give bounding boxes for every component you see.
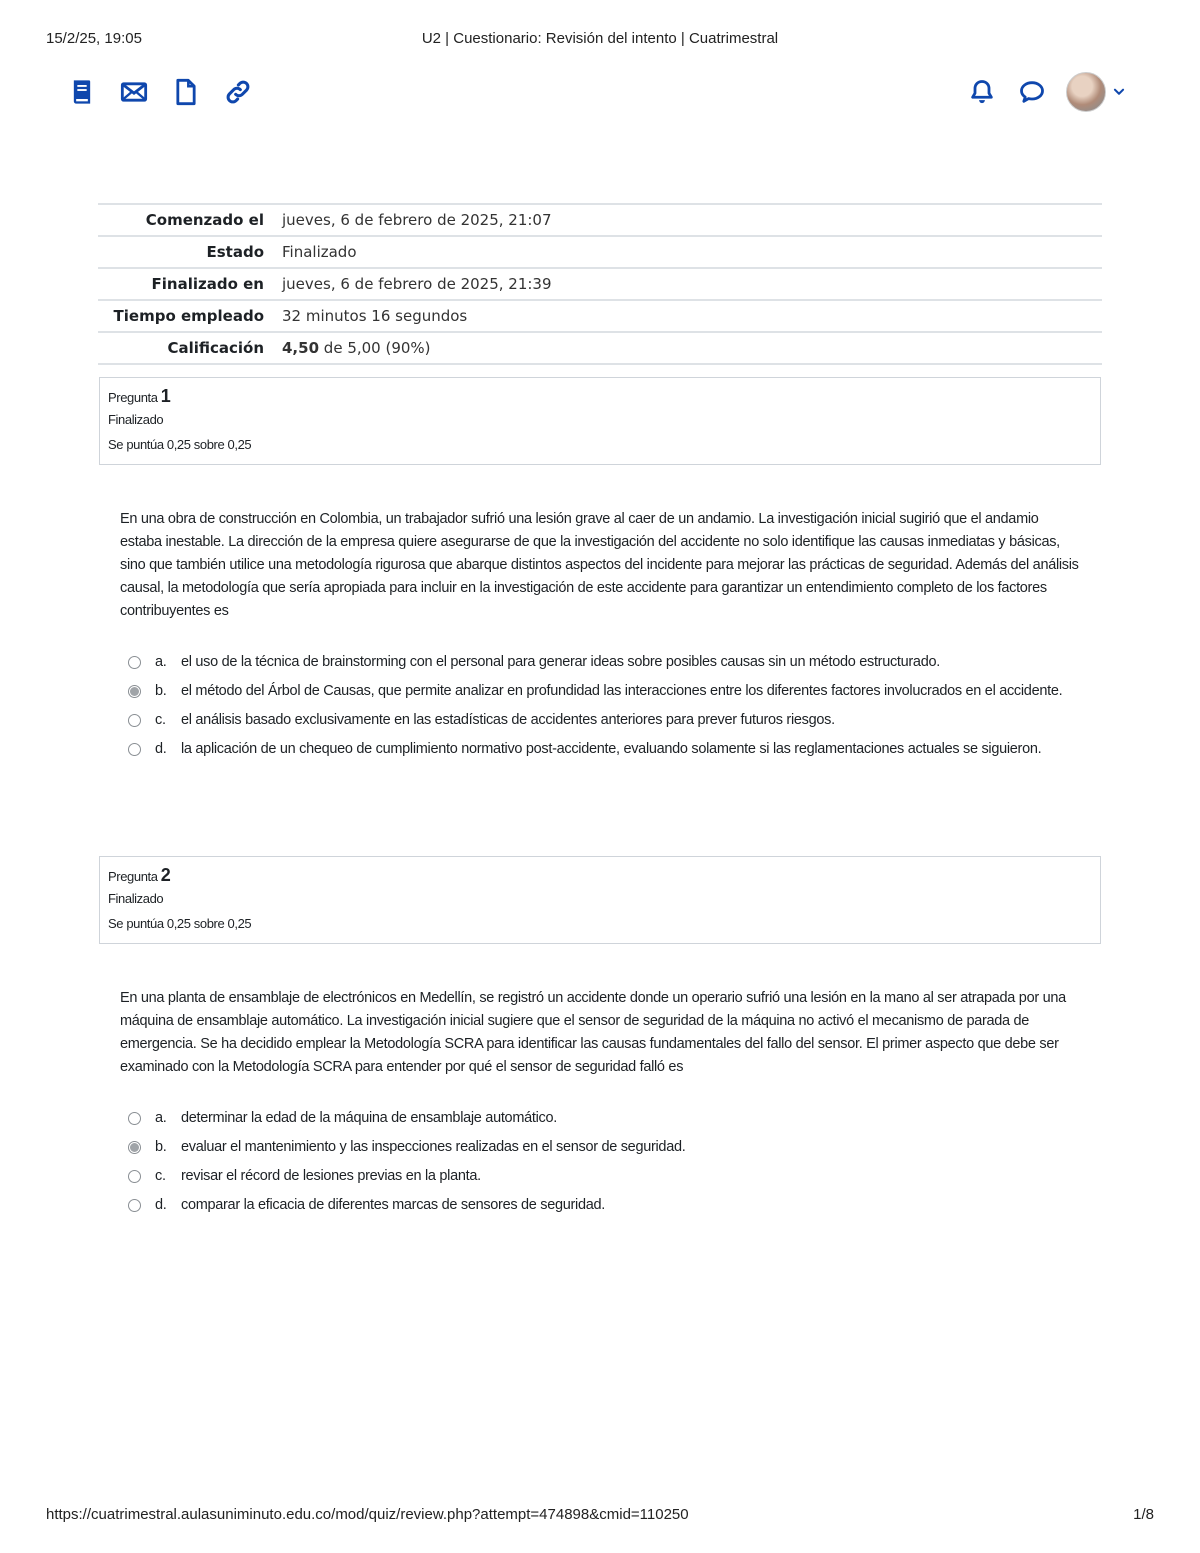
answer-letter: a.: [155, 1110, 167, 1126]
envelope-icon[interactable]: [118, 76, 150, 108]
file-icon[interactable]: [170, 76, 202, 108]
answer-option[interactable]: [128, 709, 1088, 732]
started-label: Comenzado el: [145, 211, 264, 229]
answer-option[interactable]: [128, 1107, 1088, 1130]
question-label: Pregunta: [108, 390, 158, 405]
started-value: jueves, 6 de febrero de 2025, 21:07: [282, 211, 552, 229]
time-label: Tiempo empleado: [113, 307, 264, 325]
question-text-1: En una obra de construcción en Colombia, un trabajador sufrió una lesión grave al caer de un andamio. La investigación inicial sugirió que el andamio estaba inestable. La dirección de la empresa quiere asegurarse de que la investigación del accidente no solo identifique las causas inmediatas y básicas, sino que también utilice una metodología rigurosa que abarque distintos aspectos del incidente para mejorar las prácticas de seguridad. Además del análisis causal, la metodología que sería apropiada para incluir en la investigación de este accidente para garantizar un entendimiento completo de los factores contribuyentes es: [120, 511, 1079, 619]
answer-option-selected[interactable]: [128, 680, 1088, 703]
question-number-value: 2: [160, 865, 171, 885]
summary-row-started: [98, 204, 1102, 236]
question-mark: Se puntúa 0,25 sobre 0,25: [108, 916, 252, 931]
radio-button-selected[interactable]: [128, 685, 141, 698]
answer-letter: b.: [155, 1139, 167, 1155]
chevron-down-icon[interactable]: [1112, 85, 1126, 99]
answer-text: la aplicación de un chequeo de cumplimiento normativo post-accidente, evaluando solamente si las reglamentaciones actuales se siguieron.: [181, 741, 1042, 757]
question-number: [108, 865, 1092, 887]
grade-value: [282, 332, 1102, 364]
answer-text: el uso de la técnica de brainstorming con el personal para generar ideas sobre posibles causas sin un método estructurado.: [181, 654, 940, 670]
radio-button-selected[interactable]: [128, 1141, 141, 1154]
grade-score: 4,50: [282, 339, 320, 357]
radio-button[interactable]: [128, 743, 141, 756]
state-value: Finalizado: [282, 243, 357, 261]
summary-row-grade: [98, 332, 1102, 364]
answer-letter: a.: [155, 654, 167, 670]
answer-text: el método del Árbol de Causas, que permite analizar en profundidad las interacciones entre los diferentes factores involucrados en el accidente.: [181, 683, 1063, 699]
print-date: 15/2/25, 19:05: [46, 30, 142, 47]
page-url: https://cuatrimestral.aulasuniminuto.edu.co/mod/quiz/review.php?attempt=474898&cmid=110250: [46, 1506, 689, 1523]
radio-button[interactable]: [128, 1170, 141, 1183]
finished-label: Finalizado en: [151, 275, 264, 293]
answer-list-2: [128, 1107, 1088, 1223]
chat-bubble-icon[interactable]: [1016, 76, 1048, 108]
print-footer: [46, 1506, 1154, 1526]
finished-value: jueves, 6 de febrero de 2025, 21:39: [282, 275, 552, 293]
print-header: [46, 30, 1154, 50]
answer-letter: d.: [155, 741, 167, 757]
question-number-value: 1: [160, 386, 171, 406]
user-menu[interactable]: [1066, 72, 1126, 112]
course-toolbar: [66, 76, 254, 108]
question-text-2: En una planta de ensamblaje de electrónicos en Medellín, se registró un accidente donde un operario sufrió una lesión en la mano al ser atrapada por una máquina de ensamblaje automático. La investigación inicial sugiere que el sensor de seguridad de la máquina no activó el mecanismo de parada de emergencia. Se ha decidido emplear la Metodología SCRA para identificar las causas fundamentales del fallo del sensor. El primer aspecto que debe ser examinado con la Metodología SCRA para entender por qué el sensor de seguridad falló es: [120, 990, 1066, 1075]
summary-row-finished: [98, 268, 1102, 300]
answer-text: evaluar el mantenimiento y las inspecciones realizadas en el sensor de seguridad.: [181, 1139, 686, 1155]
answer-option-selected[interactable]: [128, 1136, 1088, 1159]
question-state: Finalizado: [108, 412, 164, 427]
answer-option[interactable]: [128, 738, 1088, 761]
answer-option[interactable]: [128, 651, 1088, 674]
answer-letter: d.: [155, 1197, 167, 1213]
book-icon[interactable]: [66, 76, 98, 108]
summary-row-time: [98, 300, 1102, 332]
radio-button[interactable]: [128, 656, 141, 669]
question-label: Pregunta: [108, 869, 158, 884]
question-number: [108, 386, 1092, 408]
grade-label: Calificación: [167, 339, 264, 357]
answer-option[interactable]: [128, 1165, 1088, 1188]
answer-letter: c.: [155, 1168, 166, 1184]
question-mark: Se puntúa 0,25 sobre 0,25: [108, 437, 252, 452]
user-toolbar: [966, 72, 1126, 112]
grade-rest: de 5,00 (90%): [323, 339, 431, 357]
answer-text: el análisis basado exclusivamente en las estadísticas de accidentes anteriores para prever futuros riesgos.: [181, 712, 835, 728]
answer-text: comparar la eficacia de diferentes marcas de sensores de seguridad.: [181, 1197, 605, 1213]
answer-option[interactable]: [128, 1194, 1088, 1217]
avatar[interactable]: [1066, 72, 1106, 112]
page-number: 1/8: [1133, 1506, 1154, 1523]
link-icon[interactable]: [222, 76, 254, 108]
radio-button[interactable]: [128, 1199, 141, 1212]
question-state: Finalizado: [108, 891, 164, 906]
question-info-1: [99, 377, 1101, 465]
answer-list-1: [128, 651, 1088, 767]
answer-text: revisar el récord de lesiones previas en la planta.: [181, 1168, 481, 1184]
bell-icon[interactable]: [966, 76, 998, 108]
answer-text: determinar la edad de la máquina de ensamblaje automático.: [181, 1110, 557, 1126]
document-title: U2 | Cuestionario: Revisión del intento | Cuatrimestral: [421, 30, 779, 47]
state-label: Estado: [206, 243, 264, 261]
time-value: 32 minutos 16 segundos: [282, 307, 468, 325]
radio-button[interactable]: [128, 1112, 141, 1125]
answer-letter: c.: [155, 712, 166, 728]
attempt-summary-table: [98, 203, 1102, 365]
answer-letter: b.: [155, 683, 167, 699]
summary-row-state: [98, 236, 1102, 268]
question-info-2: [99, 856, 1101, 944]
radio-button[interactable]: [128, 714, 141, 727]
